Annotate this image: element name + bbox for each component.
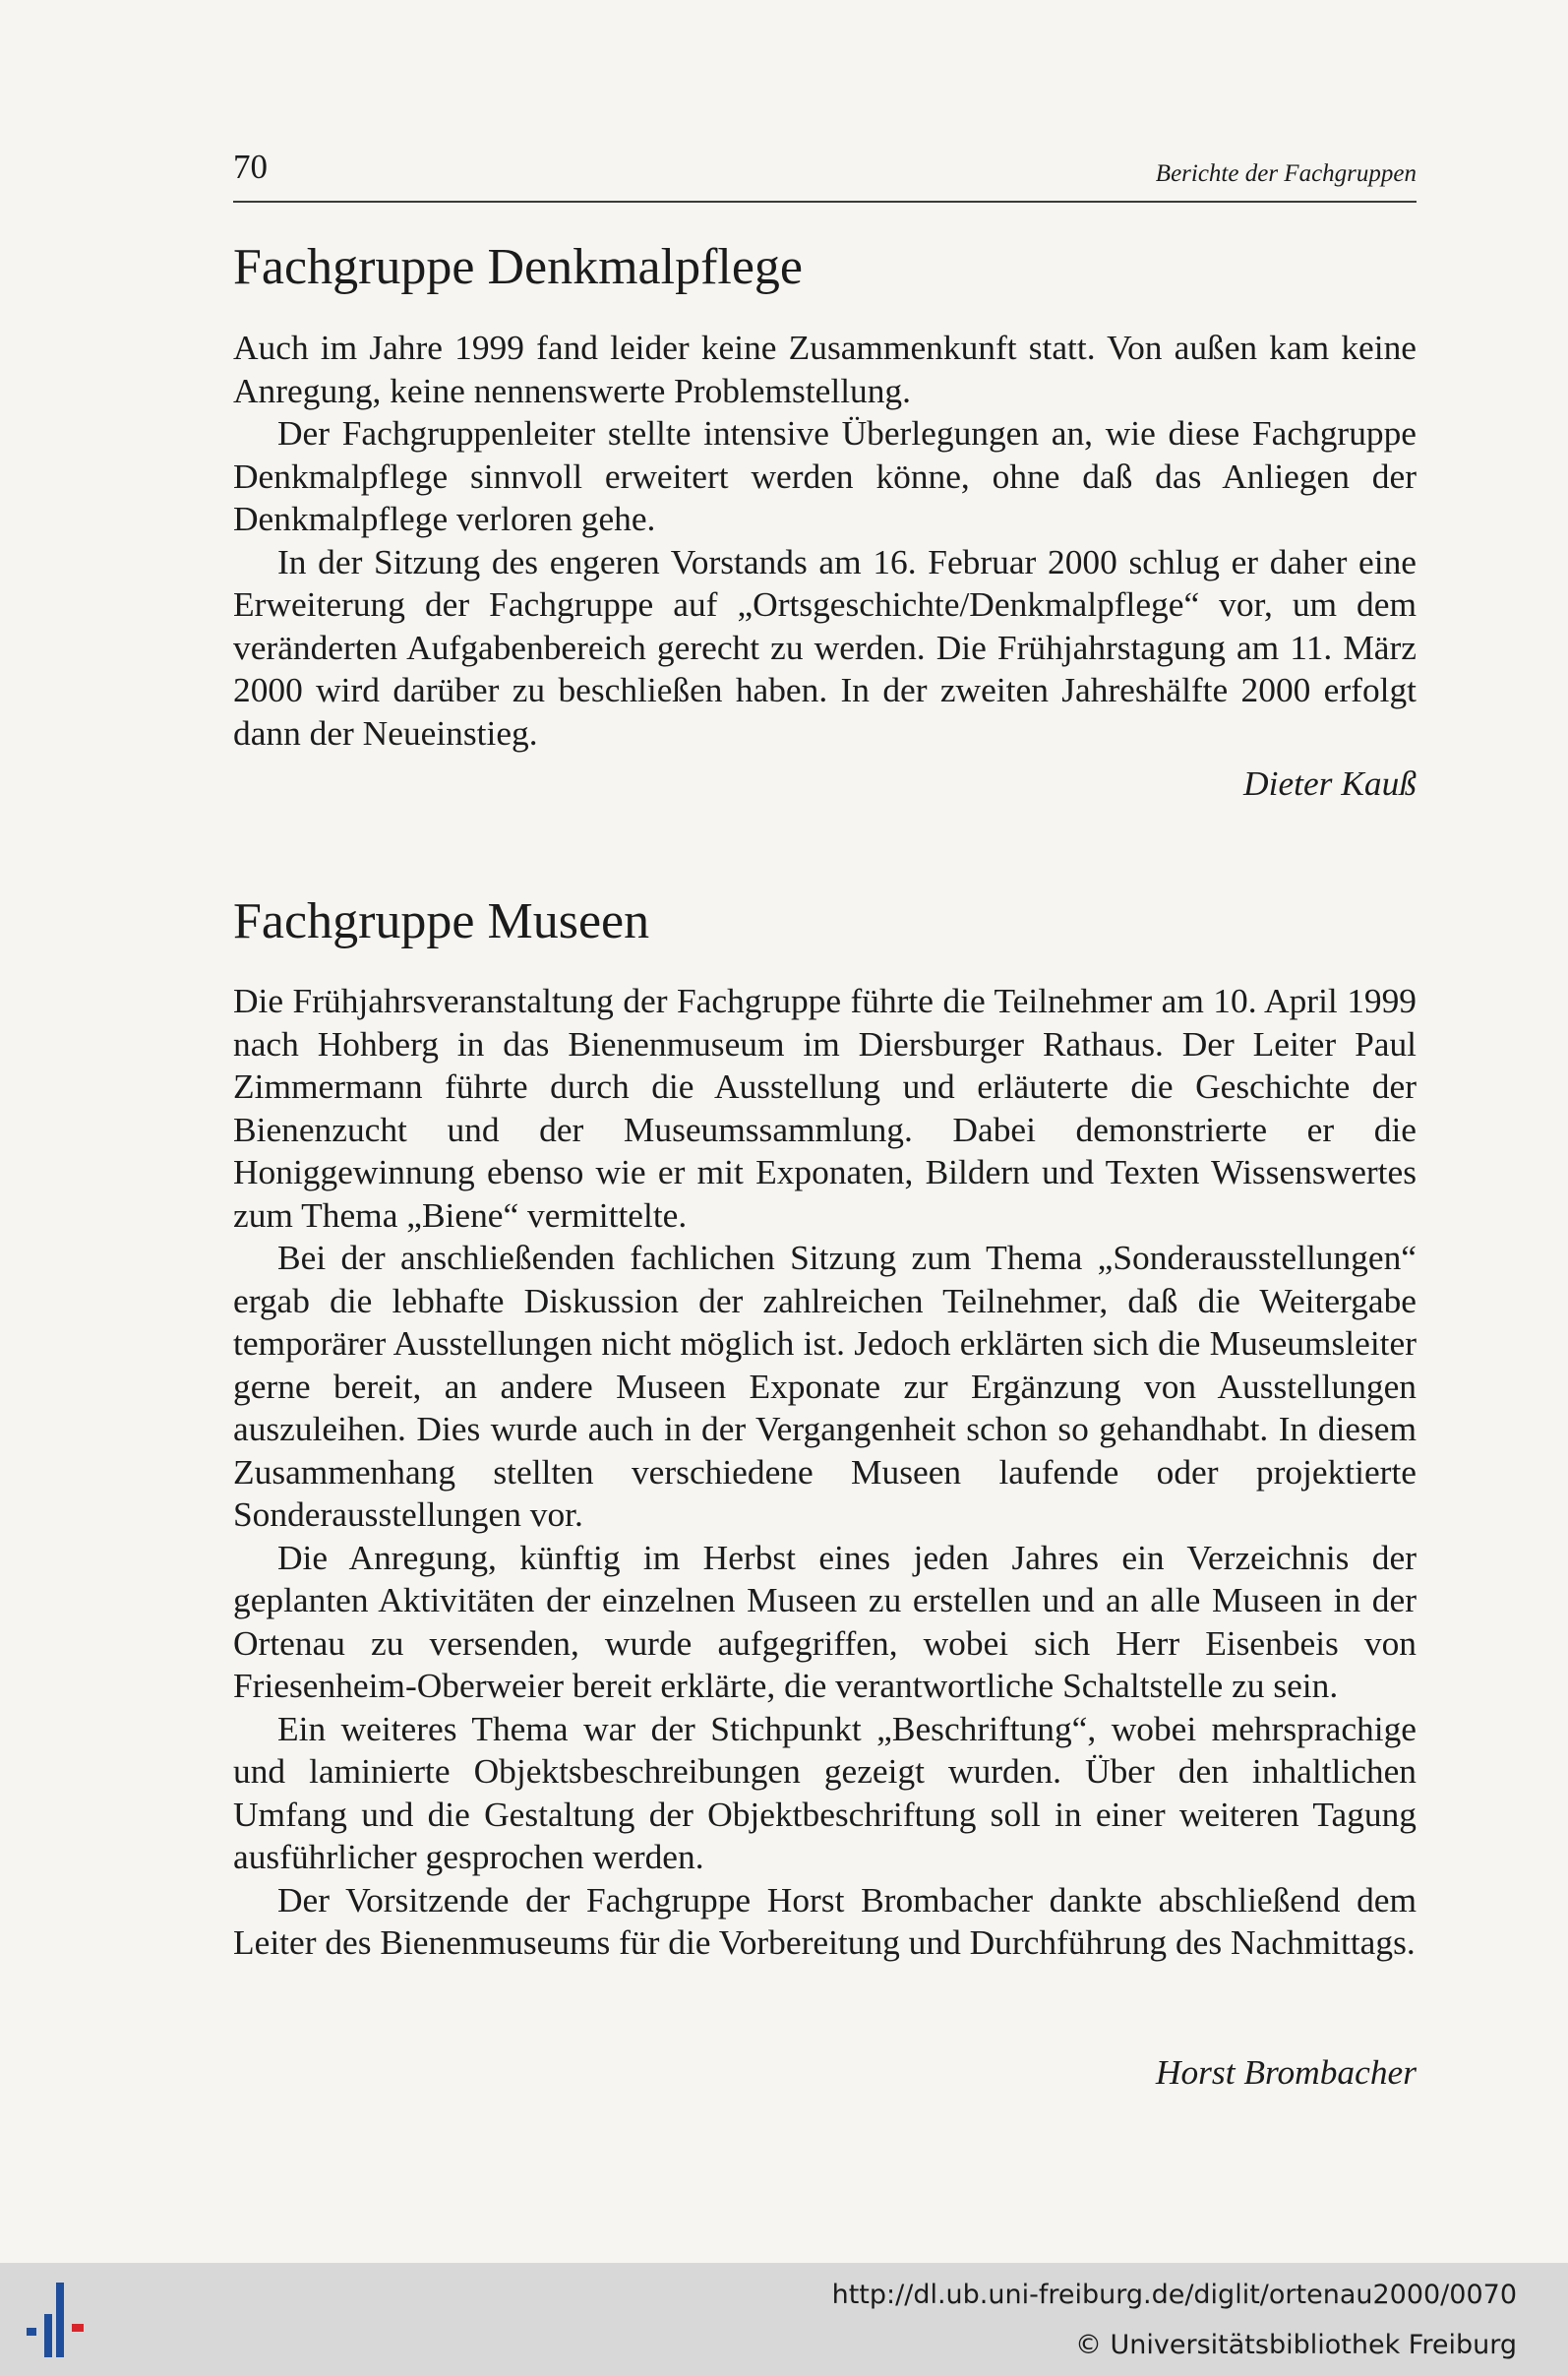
paragraph: Auch im Jahre 1999 fand leider keine Zusammenkunft statt. Von außen kam keine Anregung, keine nennenswerte Problemstellung. xyxy=(233,328,1417,410)
paragraph: In der Sitzung des engeren Vorstands am 16. Februar 2000 schlug er daher eine Erweiterung der Fachgruppe auf „Ortsgeschichte/Denkmalpflege“ vor, um dem veränderten Aufgabenbereich gerecht zu werden. Die Frühjahrstagung am 11. März 2000 wird darüber zu beschließen haben. In der zweiten Jahreshälfte 2000 erfolgt dann der Neueinstieg. xyxy=(233,541,1417,753)
ub-freiburg-logo-icon xyxy=(18,2277,96,2363)
paragraph: Der Fachgruppenleiter stellte intensive Überlegungen an, wie diese Fachgruppe Denkmalpflege sinnvoll erweitert werden könne, ohne daß das Anliegen der Denkmalpflege verloren gehe. xyxy=(233,413,1417,538)
page-header xyxy=(233,146,1417,203)
running-head: Berichte der Fachgruppen xyxy=(1155,160,1417,187)
footer-url-link[interactable]: http://dl.ub.uni-freiburg.de/diglit/ortenau2000/0070 xyxy=(831,2280,1517,2310)
section-title-denkmalpflege: Fachgruppe Denkmalpflege xyxy=(233,239,804,295)
footer-bar xyxy=(0,2263,1568,2376)
page-number: 70 xyxy=(233,148,268,186)
paragraph: Der Vorsitzende der Fachgruppe Horst Brombacher dankte abschließend dem Leiter des Bienenmuseums für die Vorbereitung und Durchführung des Nachmittags. xyxy=(233,1879,1417,1962)
footer-copyright: © Universitätsbibliothek Freiburg xyxy=(1074,2330,1517,2360)
section-body-denkmalpflege xyxy=(233,327,1417,755)
signature-denkmalpflege: Dieter Kauß xyxy=(1243,763,1417,803)
signature-museen: Horst Brombacher xyxy=(1155,2052,1417,2092)
section-title-museen: Fachgruppe Museen xyxy=(233,893,650,949)
paragraph: Ein weiteres Thema war der Stichpunkt „Beschriftung“, wobei mehrsprachige und laminierte Objektsbeschreibungen gezeigt wurden. Über den inhaltlichen Umfang und die Gestaltung der Objektbeschriftung soll in einer weiteren Tagung ausführlicher gesprochen werden. xyxy=(233,1708,1417,1876)
paragraph: Die Frühjahrsveranstaltung der Fachgruppe führte die Teilnehmer am 10. April 1999 nach Hohberg in das Bienenmuseum im Diersburger Rathaus. Der Leiter Paul Zimmermann führte durch die Ausstellung und erläuterte die Geschichte der Bienenzucht und der Museumssammlung. Dabei demonstrierte er die Honiggewinnung ebenso wie er mit Exponaten, Bildern und Texten Wissenswertes zum Thema „Biene“ vermittelte. xyxy=(233,981,1417,1235)
paragraph: Die Anregung, künftig im Herbst eines jeden Jahres ein Verzeichnis der geplanten Aktivitäten der einzelnen Museen zu erstellen und an alle Museen in der Ortenau zu versenden, wurde aufgegriffen, wobei sich Herr Eisenbeis von Friesenheim-Oberweier bereit erklärte, die verantwortliche Schaltstelle zu sein. xyxy=(233,1537,1417,1705)
paragraph: Bei der anschließenden fachlichen Sitzung zum Thema „Sonderausstellungen“ ergab die lebhafte Diskussion der zahlreichen Teilnehmer, daß die Weitergabe temporärer Ausstellungen nicht möglich ist. Jedoch erklärten sich die Museumsleiter gerne bereit, an andere Museen Exponate zur Ergänzung von Ausstellungen auszuleihen. Dies wurde auch in der Vergangenheit schon so gehandhabt. In diesem Zusammenhang stellten verschiedene Museen laufende oder projektierte Sonderausstellungen vor. xyxy=(233,1238,1417,1534)
section-body-museen xyxy=(233,980,1417,1965)
